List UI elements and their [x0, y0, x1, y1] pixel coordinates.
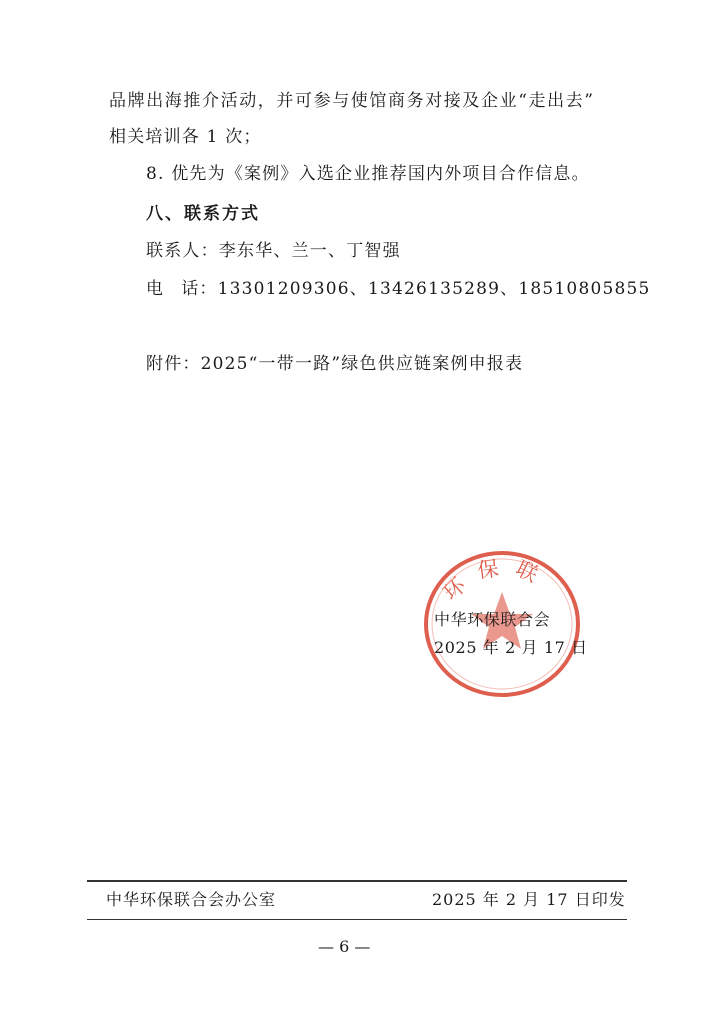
- signature-date: 2025 年 2 月 17 日: [434, 638, 588, 657]
- page-number: — 6 —: [318, 937, 371, 956]
- phone-label-2: 话：: [181, 279, 218, 299]
- section-heading: 八、联系方式: [146, 204, 260, 224]
- footer-rule-bottom: [87, 919, 627, 920]
- body-line-2: 相关培训各 1 次；: [109, 127, 262, 147]
- contact-line: 联系人：李东华、兰一、丁智强: [146, 241, 401, 261]
- body-line-1: 品牌出海推介活动，并可参与使馆商务对接及企业“走出去”: [109, 91, 595, 111]
- seal-text: 环保联: [438, 554, 555, 606]
- attachment-line: 附件：2025“一带一路”绿色供应链案例申报表: [146, 354, 524, 374]
- footer-rule-top: [87, 880, 627, 882]
- footer-office: 中华环保联合会办公室: [106, 890, 277, 909]
- phone-numbers: 13301209306、13426135289、18510805855: [217, 279, 651, 299]
- phone-line: [146, 274, 651, 299]
- body-line-3: 8. 优先为《案例》入选企业推荐国内外项目合作信息。: [146, 164, 590, 184]
- signature-organization: 中华环保联合会: [434, 610, 551, 629]
- footer-print-date: 2025 年 2 月 17 日印发: [432, 890, 626, 909]
- phone-label-1: 电: [146, 279, 165, 299]
